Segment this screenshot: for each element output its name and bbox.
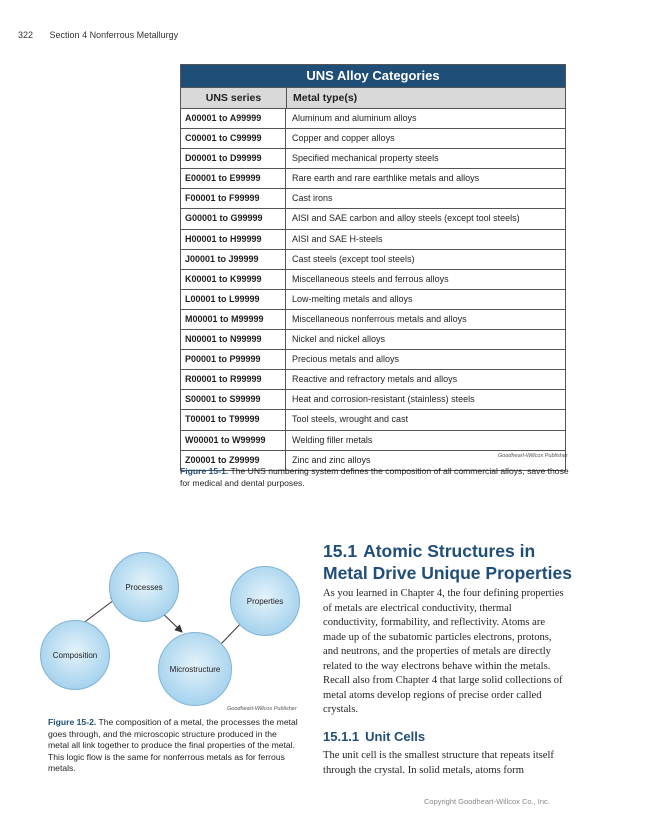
metal-type-cell: Cast steels (except tool steels) xyxy=(292,253,415,264)
column-header-uns-series: UNS series xyxy=(181,88,287,108)
metal-type-cell: Tool steels, wrought and cast xyxy=(292,414,409,425)
section-running-head: Section 4 Nonferrous Metallurgy xyxy=(49,30,179,40)
metal-type-cell: Aluminum and aluminum alloys xyxy=(292,113,417,123)
uns-series-cell: Z00001 to Z99999 xyxy=(181,451,286,470)
uns-series-cell: G00001 to G99999 xyxy=(181,209,286,228)
metal-type-cell: Nickel and nickel alloys xyxy=(292,334,386,345)
metal-type-cell: AISI and SAE H-steels xyxy=(292,233,383,244)
metal-type-cell: Cast irons xyxy=(292,193,333,204)
figure-15-2-label: Figure 15-2. xyxy=(48,717,97,727)
metal-type-cell: Rare earth and rare earthlike metals and alloys xyxy=(292,173,480,184)
diagram-credit: Goodheart-Willcox Publisher xyxy=(227,706,297,712)
metal-type-cell: Precious metals and alloys xyxy=(292,354,400,365)
metal-type-cell: AISI and SAE carbon and alloy steels (except tool steels) xyxy=(292,213,520,224)
figure-15-1-caption xyxy=(180,466,570,489)
figure-15-1-label: Figure 15-1. xyxy=(180,466,229,476)
table-row xyxy=(181,269,565,289)
table-body xyxy=(181,108,565,470)
footer-copyright: Copyright Goodheart-Willcox Co., Inc. xyxy=(424,797,550,806)
uns-series-cell: H00001 to H99999 xyxy=(181,230,286,249)
uns-series-cell: J00001 to J99999 xyxy=(181,250,286,269)
figure-15-1-text: The UNS numbering system defines the composition of all commercial alloys, save those for medical and dental purposes. xyxy=(180,466,569,488)
section-heading xyxy=(323,540,583,584)
subsection-paragraph: The unit cell is the smallest structure that repeats itself through the crystal. In solid metals, atoms form xyxy=(323,750,554,776)
uns-series-cell: S00001 to S99999 xyxy=(181,390,286,409)
uns-series-cell: K00001 to K99999 xyxy=(181,270,286,289)
metal-type-cell: Miscellaneous nonferrous metals and alloys xyxy=(292,313,467,324)
metal-type-cell: Copper and copper alloys xyxy=(292,133,395,144)
table-credit: Goodheart-Willcox Publisher xyxy=(498,453,568,459)
node-properties: Properties xyxy=(230,566,300,636)
subsection-heading xyxy=(323,729,425,744)
uns-series-cell: T00001 to T99999 xyxy=(181,410,286,429)
metal-type-cell: Welding filler metals xyxy=(292,434,373,445)
figure-15-2-caption xyxy=(48,717,298,775)
table-row xyxy=(181,128,565,148)
page-number: 322 xyxy=(18,30,34,40)
figure-15-2-text: The composition of a metal, the processes the metal goes through, and the microscopic structure produced in the metal all link together to produce the final properties of the metal. This logic flow is the same for nonferrous metals as for ferrous metals. xyxy=(48,717,298,773)
uns-series-cell: R00001 to R99999 xyxy=(181,370,286,389)
table-header-row xyxy=(181,87,565,108)
uns-series-cell: E00001 to E99999 xyxy=(181,169,286,188)
metal-type-cell: Heat and corrosion-resistant (stainless) steels xyxy=(292,394,475,405)
subsection-title: Unit Cells xyxy=(365,729,426,744)
uns-series-cell: M00001 to M99999 xyxy=(181,310,286,329)
uns-series-cell: W00001 to W99999 xyxy=(181,431,286,450)
flow-diagram xyxy=(40,540,310,720)
table-row xyxy=(181,369,565,389)
column-header-metal-types: Metal type(s) xyxy=(293,92,358,104)
page-header xyxy=(18,30,178,40)
table-row xyxy=(181,309,565,329)
table-row xyxy=(181,289,565,309)
metal-type-cell: Zinc and zinc alloys xyxy=(292,454,371,465)
table-row xyxy=(181,389,565,409)
table-row xyxy=(181,188,565,208)
uns-series-cell: D00001 to D99999 xyxy=(181,149,286,168)
table-title: UNS Alloy Categories xyxy=(181,65,565,87)
metal-type-cell: Specified mechanical property steels xyxy=(292,153,439,164)
table-row xyxy=(181,409,565,429)
uns-series-cell: N00001 to N99999 xyxy=(181,330,286,349)
table-row xyxy=(181,168,565,188)
table-row xyxy=(181,249,565,269)
table-row xyxy=(181,349,565,369)
node-microstructure: Microstructure xyxy=(158,632,232,706)
uns-series-cell: A00001 to A99999 xyxy=(181,109,286,128)
subsection-number: 15.1.1 xyxy=(323,729,360,744)
uns-series-cell: F00001 to F99999 xyxy=(181,189,286,208)
table-row xyxy=(181,329,565,349)
table-row xyxy=(181,148,565,168)
table-row xyxy=(181,229,565,249)
section-title: Atomic Structures in Metal Drive Unique Properties xyxy=(323,541,572,583)
uns-series-cell: C00001 to C99999 xyxy=(181,129,286,148)
table-row xyxy=(181,208,565,228)
node-composition: Composition xyxy=(40,620,110,690)
section-paragraph: As you learned in Chapter 4, the four defining properties of metals are electrical conductivity, thermal conductivity, formability, and reflectivity. Atoms are made up of the subatomic particles electrons, protons, and neutrons, and the properties of metals are directly related to the way electrons behave within the metals. Recall also from Chapter 4 that large solid collections of metal atoms develop regions of precise order called crystals. xyxy=(323,588,564,715)
uns-alloy-table xyxy=(180,64,566,471)
table-row xyxy=(181,108,565,128)
node-processes: Processes xyxy=(109,552,179,622)
metal-type-cell: Reactive and refractory metals and alloys xyxy=(292,374,458,385)
metal-type-cell: Low-melting metals and alloys xyxy=(292,293,413,304)
uns-series-cell: P00001 to P99999 xyxy=(181,350,286,369)
table-row xyxy=(181,430,565,450)
section-number: 15.1 xyxy=(323,541,358,561)
uns-series-cell: L00001 to L99999 xyxy=(181,290,286,309)
metal-type-cell: Miscellaneous steels and ferrous alloys xyxy=(292,273,449,284)
